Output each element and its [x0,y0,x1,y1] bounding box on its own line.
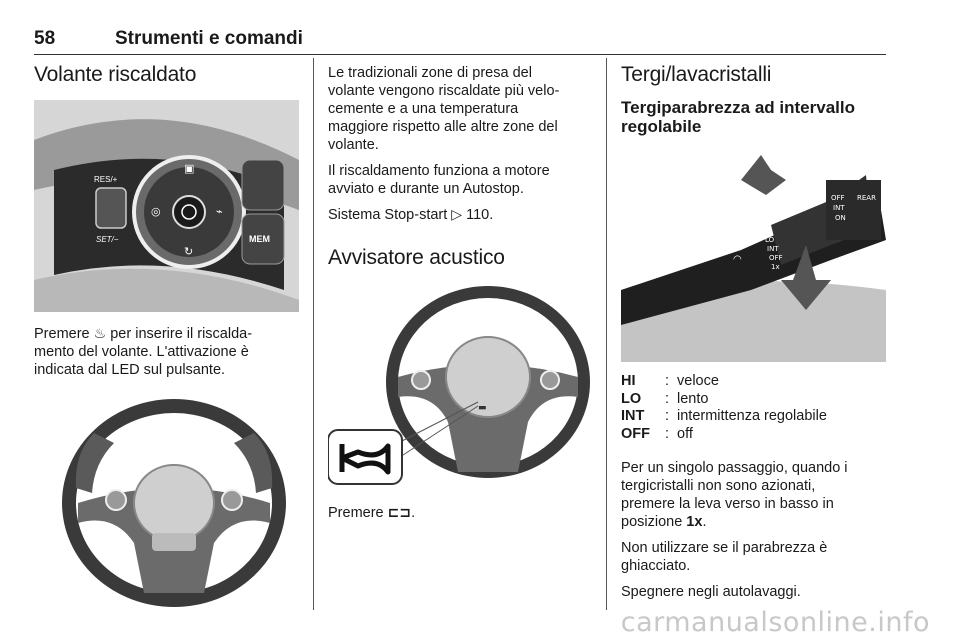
stalk-label-lo: LO [765,236,775,244]
svg-text:◎: ◎ [151,205,161,218]
page-number: 58 [34,28,56,49]
column-divider-2 [606,58,607,610]
stalk-label-1x: 1x [771,263,780,271]
svg-text:▣: ▣ [184,162,195,175]
para-after-icon: per inserire il riscalda- [106,326,253,342]
spec-key: INT [621,408,645,424]
spec-key: HI [621,373,636,389]
wiper-stalk-illustration [621,150,886,362]
stalk-label-off-2: OFF [769,254,783,262]
text-line: posizione [621,514,687,530]
text-line: Le tradizionali zone di presa del [328,65,532,81]
text-line: premere la leva verso in basso in [621,496,834,512]
svg-text:↻: ↻ [184,245,194,258]
stalk-label-rear: REAR [857,194,876,202]
section-title-horn: Avvisatore acustico [328,246,505,269]
section-title-wipers: Tergi/lavacristalli [621,63,772,86]
page-reference-icon: ▷ [451,207,463,223]
heating-zones-paragraph [328,64,590,154]
svg-text:▬: ▬ [478,403,487,413]
wiper-stalk-figure [621,150,886,362]
car-wash-paragraph: Spegnere negli autolavaggi. [621,584,801,600]
svg-text:⌁: ⌁ [216,205,223,218]
stalk-label-int-2: INT [767,245,779,253]
subtitle-interval-wiper [621,98,886,136]
column-horn [328,58,590,522]
heated-wheel-icon: ♨ [93,326,107,342]
stalk-label-on: ON [835,214,846,222]
engine-running-paragraph [328,162,590,198]
heated-wheel-instructions [34,325,299,379]
para-before-icon: Premere [34,326,94,342]
para-line2: mento del volante. L'attivazione è [34,344,249,360]
subtitle-line: regolabile [621,117,702,136]
steering-wheel-illustration [34,393,299,609]
position-1x: 1x [686,514,703,530]
subtitle-line: Tergiparabrezza ad intervallo [621,98,855,117]
chapter-title: Strumenti e comandi [115,28,303,49]
text-line: avviato e durante un Autostop. [328,181,524,197]
text-line: maggiore rispetto alle altre zone del [328,119,558,135]
text-line: volante vengono riscaldate più velo- [328,83,560,99]
spec-value: off [677,425,693,442]
section-title-heated-wheel: Volante riscaldato [34,63,197,86]
stalk-label-off: OFF [831,194,845,202]
column-wipers [621,58,886,601]
set-label: SET/− [96,235,119,244]
column-heated-steering-wheel [34,58,299,609]
page-header [34,28,886,55]
spec-colon: : [665,390,670,407]
text-line: Non utilizzare se il parabrezza è [621,540,828,556]
horn-text-before: Premere [328,505,388,521]
svg-text:⌕: ⌕ [726,234,732,245]
spec-key: LO [621,390,642,407]
reference-text: Sistema Stop-start [328,207,452,223]
spec-colon: : [665,425,670,442]
reference-page: 110. [462,207,494,223]
single-wipe-paragraph [621,459,886,531]
spec-colon: : [665,408,670,424]
text-line: Per un singolo passaggio, quando i [621,460,848,476]
stop-start-reference [328,206,590,224]
horn-instruction [328,504,590,522]
text-line: cemente e a una temperatura [328,101,519,117]
text-line: ghiacciato. [621,558,691,574]
spec-value: lento [677,390,709,407]
icy-windshield-paragraph [621,539,886,575]
spec-value: veloce [677,373,719,389]
column-divider-1 [313,58,314,610]
para-line3: indicata dal LED sul pulsante. [34,362,226,378]
steering-wheel-buttons-illustration [34,100,299,312]
res-label: RES/+ [94,175,118,184]
spec-value: intermittenza regolabile [677,408,827,424]
spec-colon: : [665,373,670,389]
text-line: tergicristalli non sono azionati, [621,478,816,494]
horn-text-after: . [411,505,416,521]
horn-figure [328,282,590,494]
text-line: volante. [328,137,379,153]
steering-wheel-buttons-figure [34,100,299,312]
mem-label: MEM [249,234,270,244]
heated-steering-wheel-figure [34,393,299,609]
text-line: . [702,514,707,530]
svg-text:◠: ◠ [733,254,742,265]
stalk-label-hi: HI [763,227,771,235]
stalk-label-int: INT [833,204,845,212]
text-line: Il riscaldamento funziona a motore [328,163,550,179]
wiper-positions-list [621,373,886,443]
horn-steering-wheel-illustration [328,282,590,494]
watermark: carmanualsonline.info [620,607,930,638]
spec-key: OFF [621,425,650,442]
horn-icon: ⊏⊐ [387,505,412,521]
